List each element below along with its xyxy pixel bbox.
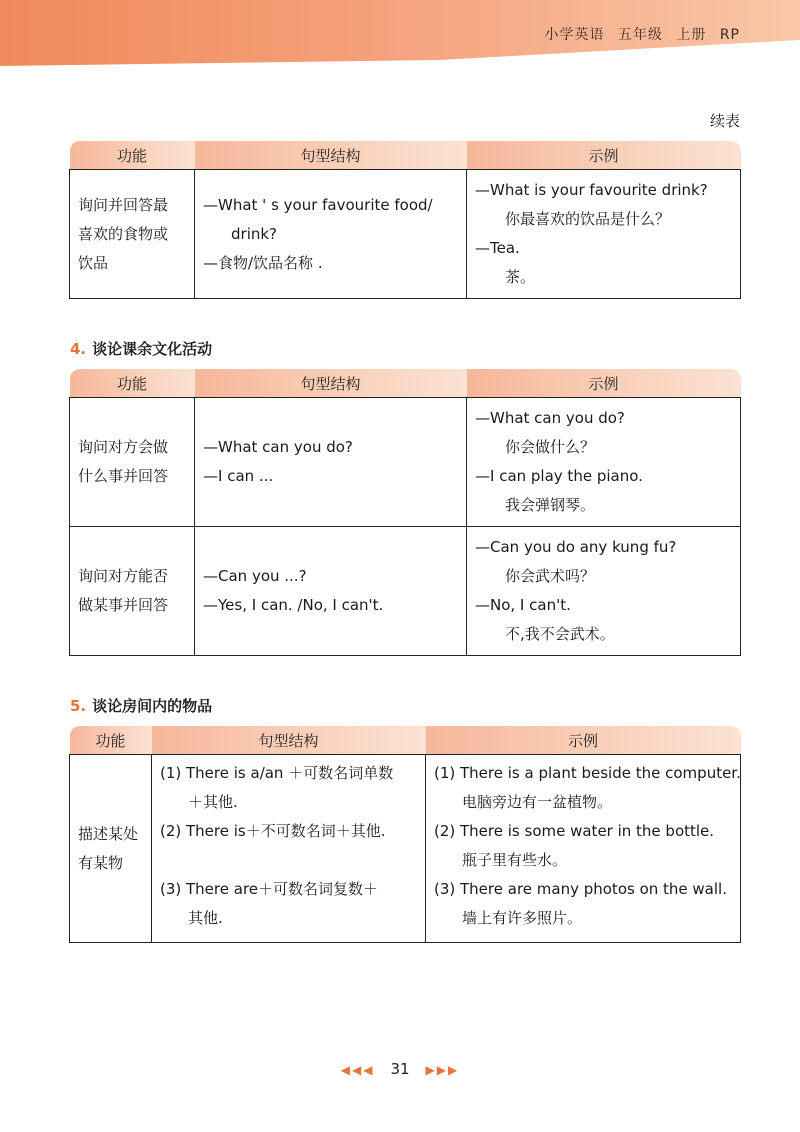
example-line: —What is your favourite drink? [475,181,708,199]
structure-line: ＋其他. [188,793,238,811]
page-number: 31 [390,1060,410,1078]
func-line: 询问对方能否 [78,567,169,585]
example-line: (1) There is a plant beside the computer. [434,764,741,782]
section-5-title [70,695,212,716]
func-line: 做某事并回答 [78,596,169,614]
example-line: —Can you do any kung fu? [475,538,677,556]
section-5-text: 谈论房间内的物品 [92,697,213,715]
structure-cell [152,755,426,943]
example-line: 你最喜欢的饮品是什么？ [505,210,671,228]
structure-cell [195,170,467,299]
func-cell [70,755,152,943]
table-activities [69,369,741,656]
example-line: (2) There is some water in the bottle. [434,822,715,840]
col-header-example: 示例 [467,369,741,398]
example-line: 瓶子里有些水。 [462,851,568,869]
structure-line: drink? [231,224,278,243]
col-header-structure: 句型结构 [195,369,467,398]
structure-line: (1) There is a/an ＋可数名词单数 [160,764,394,782]
header-volume: 上册 [676,27,707,43]
example-line: (3) There are many photos on the wall. [434,880,727,898]
section-4-text: 谈论课余文化活动 [92,340,213,358]
next-arrows-icon: ▶▶▶ [425,1063,460,1077]
continued-label: 续表 [709,112,740,130]
prev-arrows-icon: ◀◀◀ [340,1063,375,1077]
col-header-func: 功能 [70,726,152,755]
func-line: 饮品 [78,253,109,272]
example-cell [467,527,741,656]
func-line: 询问并回答最 [78,195,169,214]
example-cell [467,398,741,527]
table-room-items [69,726,741,943]
func-line: 喜欢的食物或 [78,224,169,243]
header-edition: RP [719,27,740,43]
structure-cell [195,398,467,527]
func-cell [70,398,195,527]
func-cell [70,170,195,299]
structure-line: —Can you ...? [203,567,307,585]
example-line: 茶。 [505,268,536,286]
example-line: 我会弹钢琴。 [505,496,596,514]
table-food-drink [69,141,741,299]
structure-line: (3) There are＋可数名词复数＋ [160,880,379,898]
example-line: —Tea. [475,239,520,257]
col-header-example: 示例 [467,141,741,170]
structure-line: —食物/饮品名称 . [203,253,323,272]
example-line: 电脑旁边有一盆植物。 [462,793,613,811]
table-row [70,755,741,943]
func-cell [70,527,195,656]
section-4-title [70,338,212,359]
structure-line: 其他. [188,909,223,927]
example-line: 不,我不会武术。 [505,625,615,643]
section-4-number: 4. [70,340,87,358]
example-cell [426,755,741,943]
col-header-func: 功能 [70,141,195,170]
header-subject: 小学英语 [544,27,605,43]
func-line: 描述某处 [78,824,139,843]
table-row [70,170,741,299]
example-line: 墙上有许多照片。 [462,909,583,927]
example-line: 你会做什么？ [505,438,596,456]
example-line: —No, I can't. [475,596,571,614]
col-header-example: 示例 [426,726,741,755]
structure-line: —Yes, I can. /No, I can't. [203,596,384,614]
page-footer [0,1060,800,1078]
structure-line: —What can you do? [203,438,353,456]
structure-line: (2) There is＋不可数名词＋其他. [160,822,386,840]
example-line: 你会武术吗？ [505,567,596,585]
example-line: —What can you do? [475,409,625,427]
structure-cell [195,527,467,656]
col-header-structure: 句型结构 [152,726,426,755]
table-row [70,527,741,656]
structure-line: —What ' s your favourite food/ [203,195,433,214]
header-grade: 五年级 [617,27,663,43]
func-line: 有某物 [78,853,124,872]
structure-line: —I can ... [203,467,274,485]
func-line: 询问对方会做 [78,438,169,456]
col-header-structure: 句型结构 [195,141,467,170]
col-header-func: 功能 [70,369,195,398]
func-line: 什么事并回答 [78,467,169,485]
section-5-number: 5. [70,697,87,715]
example-cell [467,170,741,299]
header-info [544,24,740,44]
table-row [70,398,741,527]
example-line: —I can play the piano. [475,467,643,485]
